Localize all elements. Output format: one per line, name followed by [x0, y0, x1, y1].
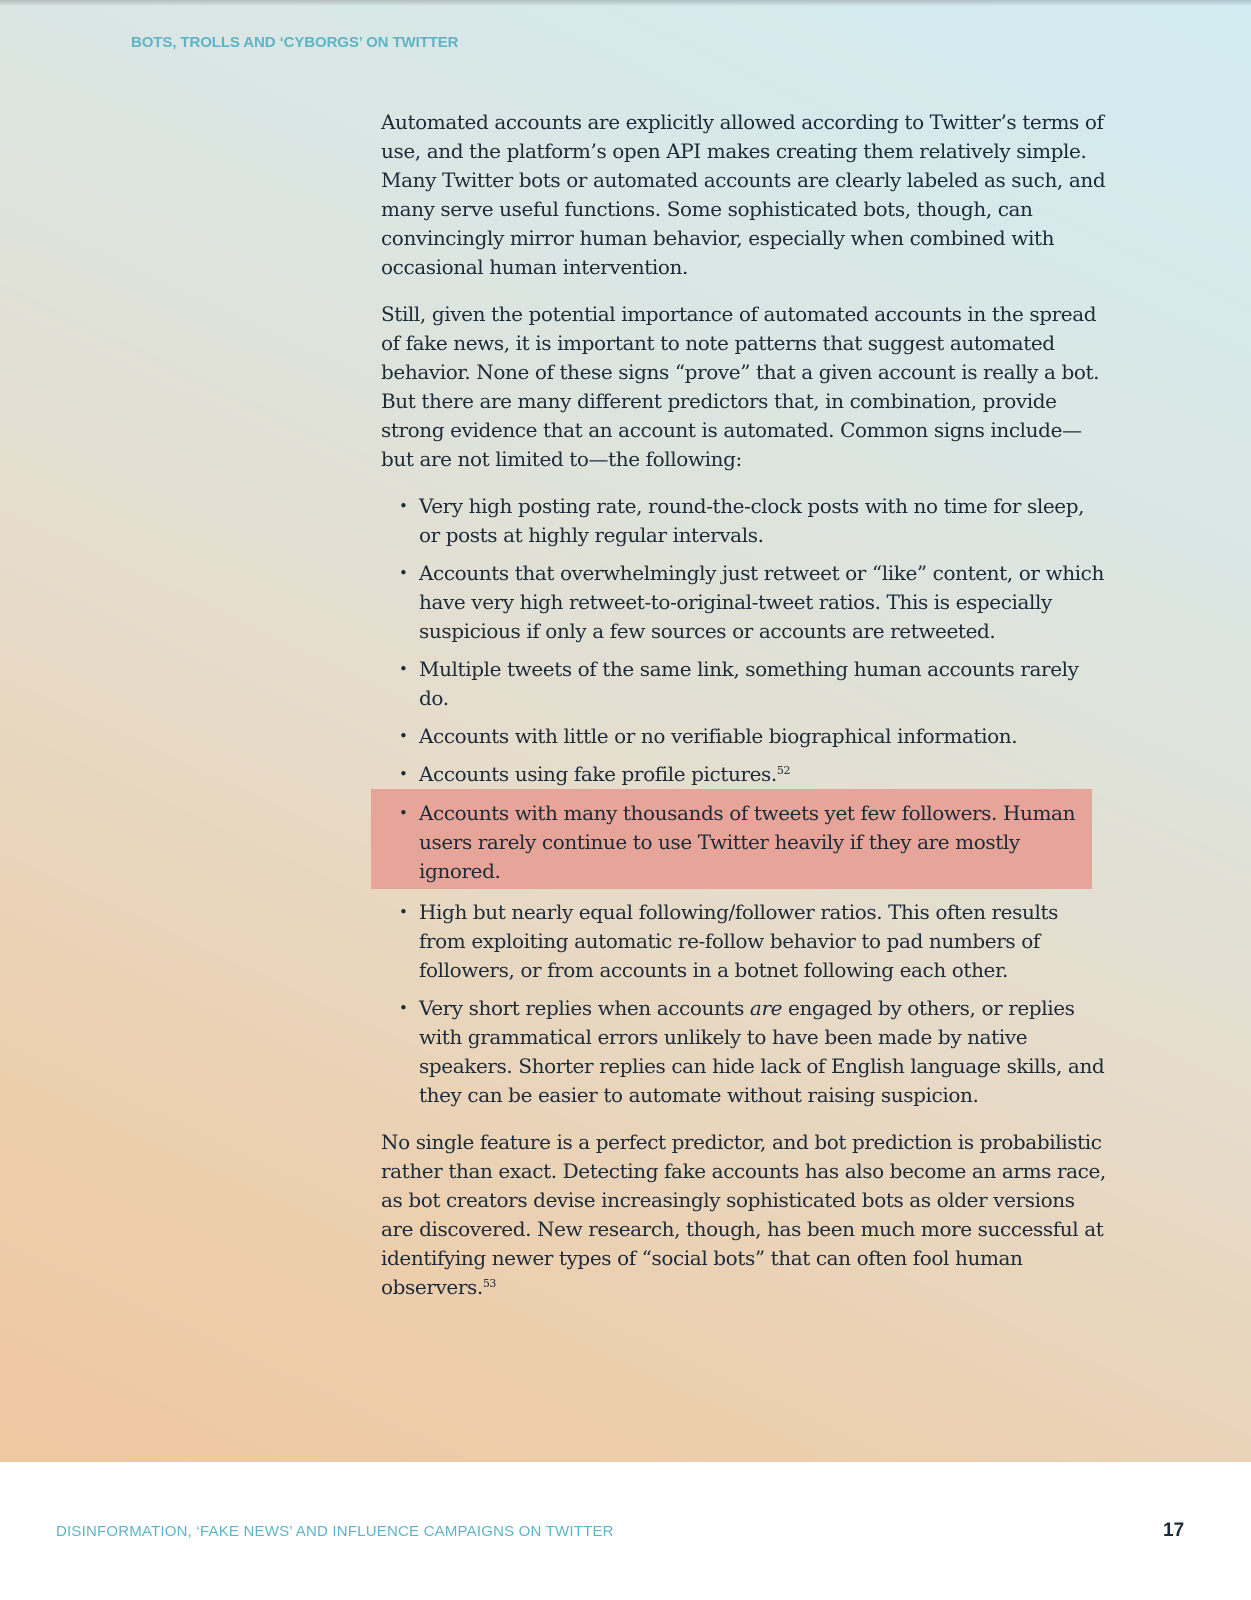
highlighted-list-item: [371, 789, 1092, 889]
paragraph-signs: Still, given the potential importance of automated accounts in the spread of fake news, it is important to note patterns that suggest automated behavior. None of these signs “prove” that a given account is really a bot. But there are many different predictors that, in combination, provide strong evidence that an account is automated. Common signs include—but are not limited to—the following:: [381, 302, 1100, 471]
paragraph-intro: Automated accounts are explicitly allowed according to Twitter’s terms of use, and the platform’s open API makes creating them relatively simple. Many Twitter bots or automated accounts are clearly labeled as such, and many serve useful functions. Some sophisticated bots, though, can convincingly mirror human behavior, especially when combined with occasional human intervention.: [381, 110, 1106, 279]
page-number: 17: [1163, 1520, 1185, 1541]
footnote-ref[interactable]: 53: [482, 1277, 497, 1290]
bot-signs-list: [381, 492, 1106, 1110]
list-item: [381, 722, 1106, 751]
list-item-text: Accounts that overwhelmingly just retweet or “like” content, or which have very high retweet-to-original-tweet ratios. This is especially suspicious if only a few sources or accounts are retweeted.: [419, 561, 1104, 643]
list-item: [381, 994, 1106, 1110]
footnote-ref[interactable]: 52: [776, 764, 791, 777]
list-item: [381, 492, 1106, 550]
list-item-text: Very high posting rate, round-the-clock posts with no time for sleep, or posts at highly regular intervals.: [419, 494, 1085, 547]
footer-title: DISINFORMATION, ‘FAKE NEWS’ AND INFLUENCE CAMPAIGNS ON TWITTER: [56, 1523, 614, 1540]
list-item-text: engaged by others, or replies with grammatical errors unlikely to have been made by native speakers. Shorter replies can hide lack of English language skills, and they can be easier to automate without raising suspicion.: [419, 996, 1105, 1107]
list-item-text: High but nearly equal following/follower ratios. This often results from exploiting automatic re-follow behavior to pad numbers of followers, or from accounts in a botnet following each other.: [419, 900, 1058, 982]
emphasis: are: [749, 996, 783, 1020]
list-item-text: Multiple tweets of the same link, something human accounts rarely do.: [419, 657, 1079, 710]
list-item: [381, 898, 1106, 985]
list-item-text: Accounts with little or no verifiable biographical information.: [419, 724, 1018, 748]
list-item-text: Very short replies when accounts: [419, 996, 750, 1020]
list-item: [381, 655, 1106, 713]
list-item: [381, 760, 1106, 789]
list-item-text: Accounts with many thousands of tweets yet few followers. Human users rarely continue to use Twitter heavily if they are mostly ignored.: [419, 801, 1076, 883]
paragraph-conclusion: [381, 1128, 1106, 1302]
paragraph-text: No single feature is a perfect predictor, and bot prediction is probabilistic rather than exact. Detecting fake accounts has also become an arms race, as bot creators devise increasingly sophisticated bots as older versions are discovered. New research, though, has been much more successful at identifying newer types of “social bots” that can often fool human observers.: [381, 1130, 1106, 1299]
running-header: BOTS, TROLLS AND ‘CYBORGS’ ON TWITTER: [131, 34, 459, 51]
body-text: [381, 108, 1106, 1320]
list-item: [381, 559, 1106, 646]
list-item-text: Accounts using fake profile pictures.: [419, 762, 777, 786]
top-shadow: [0, 0, 1251, 6]
